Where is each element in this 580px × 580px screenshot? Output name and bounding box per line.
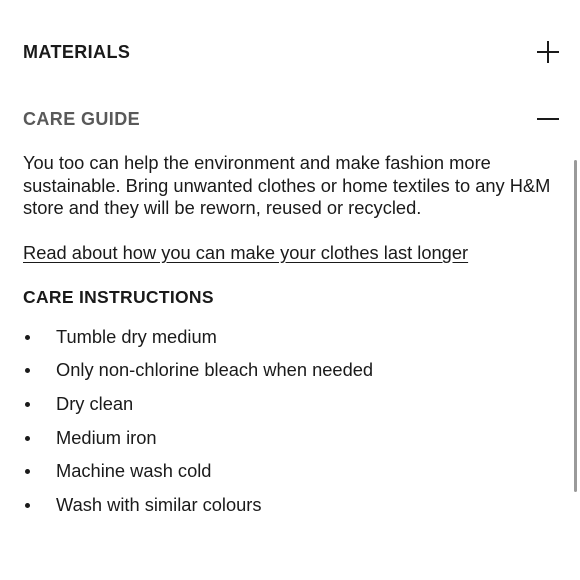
care-instruction-text: Tumble dry medium — [56, 325, 217, 347]
bullet-icon — [25, 469, 30, 474]
scrollbar[interactable] — [574, 160, 577, 492]
list-item — [23, 421, 553, 455]
care-instruction-text: Wash with similar colours — [56, 493, 262, 515]
list-item — [23, 488, 553, 522]
care-instruction-text: Dry clean — [56, 392, 134, 414]
care-guide-intro: You too can help the environment and make fashion more sustainable. Bring unwanted clothes or home textiles to any H&M store and they will be reworn, reused or recycled. — [23, 152, 551, 219]
bullet-icon — [25, 436, 30, 441]
clothes-last-longer-link[interactable]: Read about how you can make your clothes last longer — [23, 241, 469, 263]
care-guide-title: CARE GUIDE — [23, 108, 141, 129]
bullet-icon — [25, 368, 30, 373]
list-item — [23, 387, 553, 421]
materials-accordion-header[interactable] — [23, 38, 560, 66]
plus-icon[interactable] — [536, 40, 560, 64]
bullet-icon — [25, 335, 30, 340]
care-guide-content — [23, 152, 553, 521]
care-instruction-text: Machine wash cold — [56, 460, 212, 482]
care-guide-accordion-header[interactable] — [23, 105, 560, 133]
care-instruction-text: Medium iron — [56, 426, 157, 448]
care-instruction-text: Only non-chlorine bleach when needed — [56, 359, 374, 381]
bullet-icon — [25, 503, 30, 508]
list-item — [23, 320, 553, 354]
bullet-icon — [25, 402, 30, 407]
minus-icon[interactable] — [536, 107, 560, 131]
care-instructions-heading: CARE INSTRUCTIONS — [23, 286, 214, 307]
materials-title: MATERIALS — [23, 41, 131, 62]
care-instructions-list — [23, 320, 553, 522]
list-item — [23, 353, 553, 387]
list-item — [23, 454, 553, 488]
